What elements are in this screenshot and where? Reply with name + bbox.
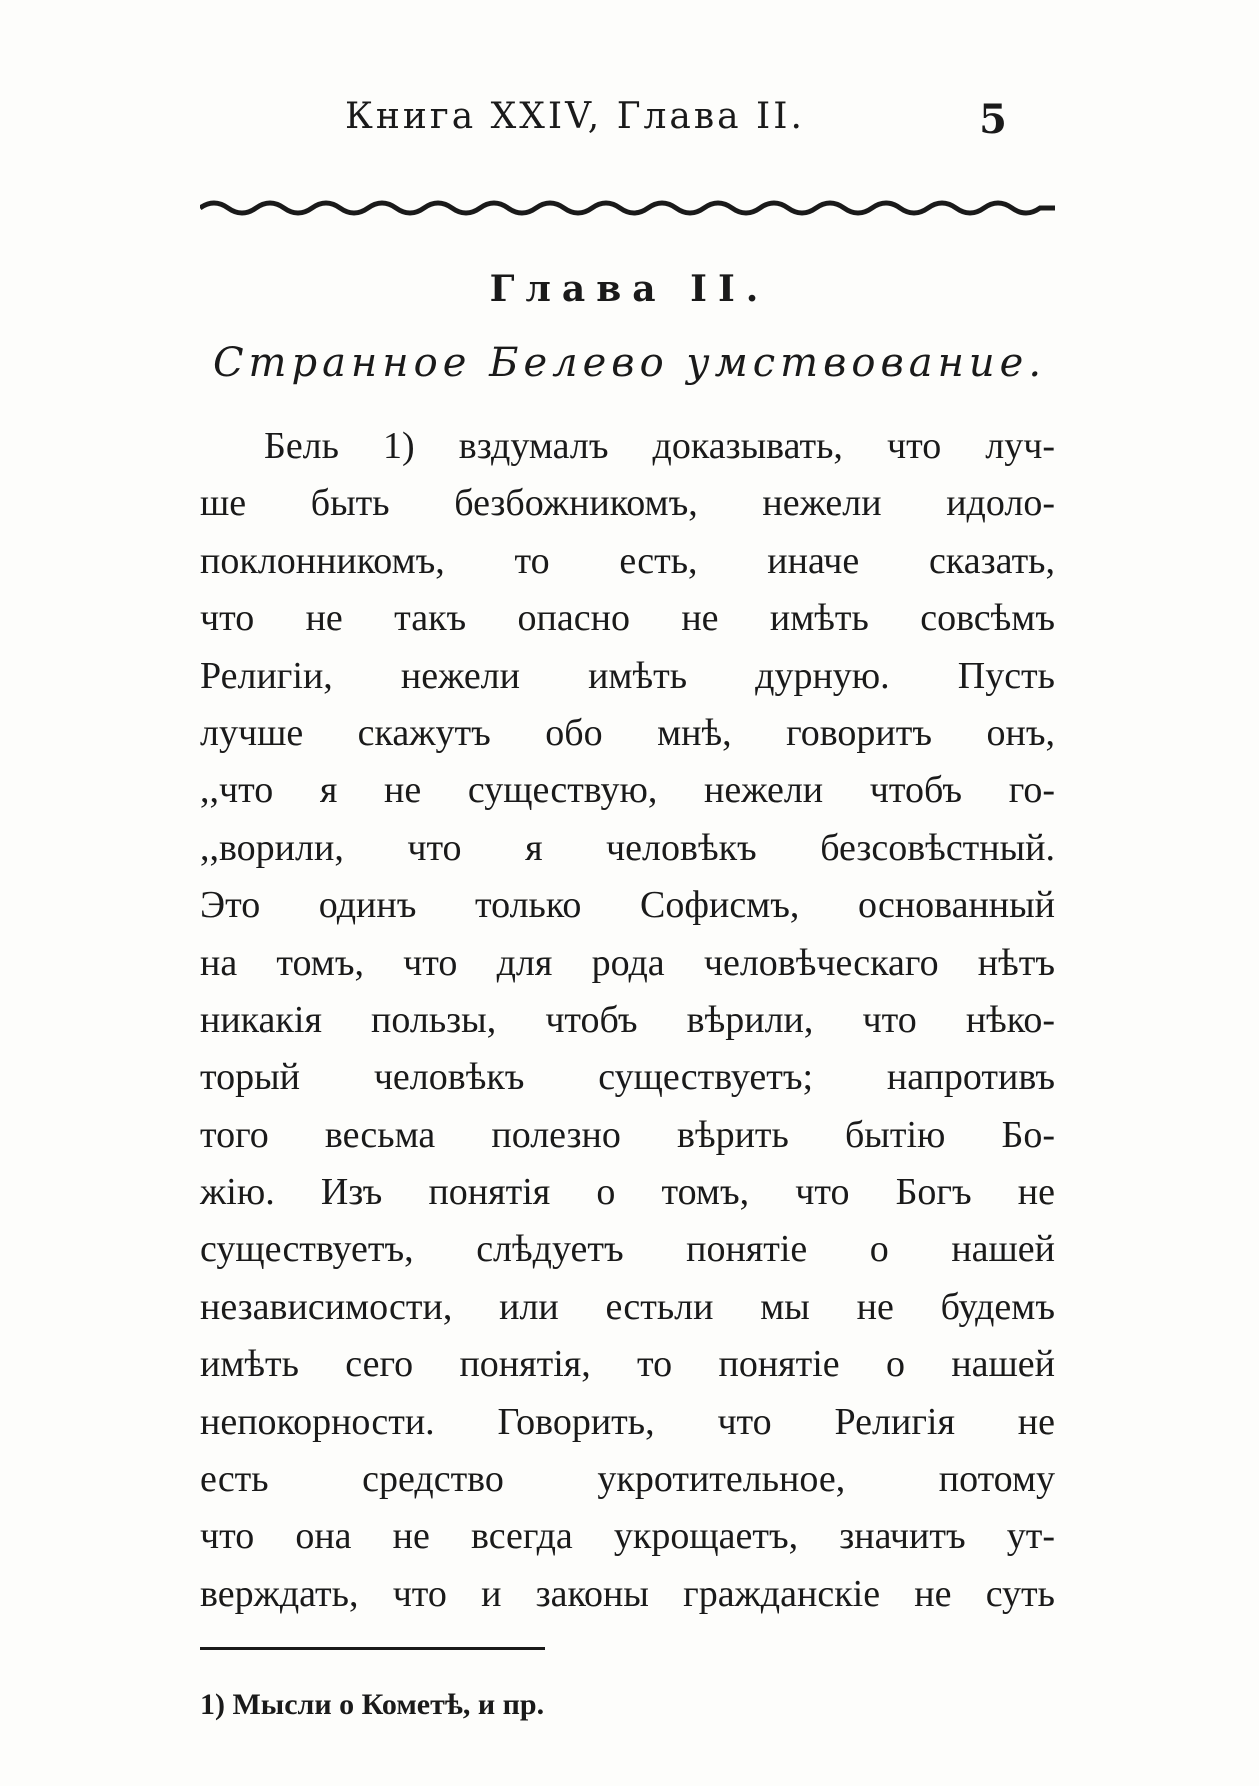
text-line: жію. Изъ понятія о томъ, что Богъ не — [200, 1171, 1055, 1214]
text-line: поклонникомъ, то есть, иначе сказать, — [200, 539, 1055, 582]
text-line: есть средство укротительное, потому — [200, 1458, 1055, 1501]
text-line: ,,ворили, что я человѣкъ безсовѣстный. — [200, 826, 1055, 869]
body-text — [200, 418, 1055, 1623]
chapter-title: Глава II. — [489, 268, 770, 310]
page-number: 5 — [979, 96, 1010, 143]
text-line: никакія пользы, чтобъ вѣрили, что нѣко- — [200, 998, 1055, 1041]
text-line: ше быть безбожникомъ, нежели идоло- — [200, 482, 1055, 525]
text-line: что она не всегда укрощаетъ, значитъ ут- — [200, 1515, 1055, 1558]
text-line: Бель 1) вздумалъ доказывать, что луч- — [264, 425, 1055, 467]
text-line: Религіи, нежели имѣть дурную. Пусть — [200, 654, 1055, 697]
text-line: непокорности. Говорить, что Религія не — [200, 1400, 1055, 1443]
text-line: на томъ, что для рода человѣческаго нѣтъ — [200, 941, 1055, 984]
running-header — [345, 96, 1010, 146]
text-line: ,,что я не существую, нежели чтобъ го- — [200, 769, 1055, 812]
text-line: верждать, что и законы гражданскіе не суть — [200, 1572, 1055, 1615]
text-line: того весьма полезно вѣрить бытію Бо- — [200, 1113, 1055, 1156]
chapter-subtitle: Странное Белево умствование. — [212, 340, 1047, 386]
text-line: торый человѣкъ существуетъ; напротивъ — [200, 1056, 1055, 1099]
running-title: Книга XXIV, Глава II. — [345, 96, 805, 137]
wavy-rule-ornament — [200, 196, 1055, 220]
text-line: лучше скажутъ обо мнѣ, говоритъ онъ, — [200, 711, 1055, 754]
text-line: что не такъ опасно не имѣть совсѣмъ — [200, 597, 1055, 640]
text-line: Это одинъ только Софисмъ, основанный — [200, 884, 1055, 927]
text-line: существуетъ, слѣдуетъ понятіе о нашей — [200, 1228, 1055, 1271]
footnote-divider — [200, 1647, 545, 1650]
text-line: независимости, или естьли мы не будемъ — [200, 1285, 1055, 1328]
text-line: имѣть сего понятія, то понятіе о нашей — [200, 1343, 1055, 1386]
footnote: 1) Мысли о Кометѣ, и пр. — [200, 1688, 545, 1721]
